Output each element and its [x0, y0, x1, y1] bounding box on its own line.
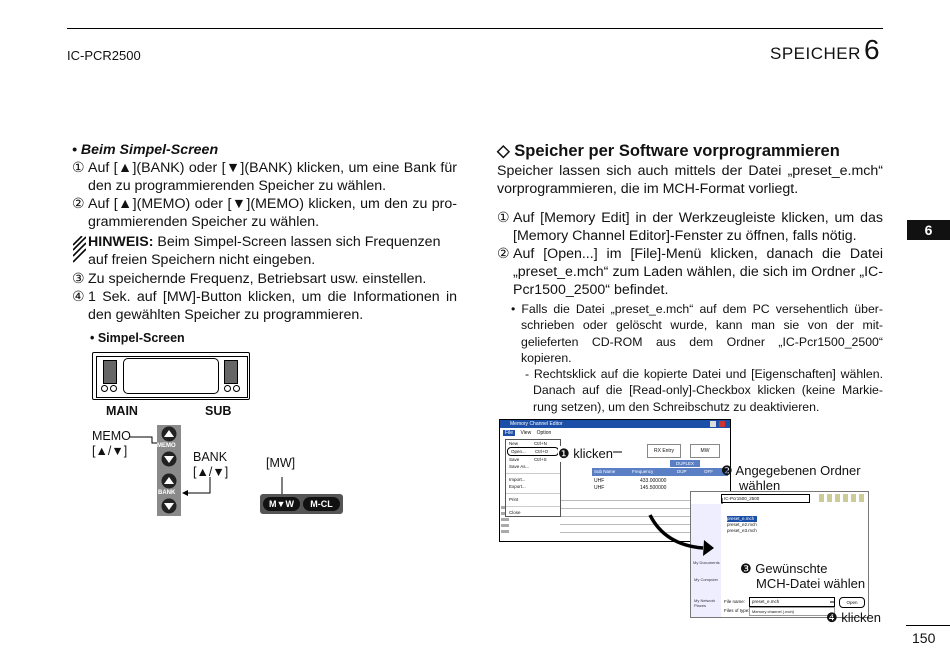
- display-window: [123, 358, 219, 394]
- open-button[interactable]: Open: [839, 597, 865, 608]
- menu-option[interactable]: Option: [536, 430, 552, 436]
- file-name-label: File name:: [724, 599, 746, 604]
- place-my-computer[interactable]: My Computer: [694, 577, 719, 582]
- sub-label: SUB: [205, 404, 232, 418]
- step-2: ② Auf [▲](MEMO) oder [▼](MEMO) klicken, um den zu pro-grammierenden Speicher zu wählen.: [72, 196, 457, 230]
- note-label: HINWEIS:: [88, 234, 154, 250]
- note-hatch-icon: [73, 236, 86, 266]
- menu-item-import[interactable]: Import...: [509, 477, 526, 482]
- note-text: Beim Simpel-Screen lassen sich Frequenzen auf freien Speichern nicht eingeben.: [88, 234, 441, 268]
- header-rule: [67, 28, 883, 29]
- menu-item-print[interactable]: Print: [509, 497, 519, 502]
- menu-item-open[interactable]: Open... Ctrl+O: [507, 447, 559, 456]
- chapter-number: 6: [864, 34, 880, 65]
- menu-item-save-as[interactable]: Save As...: [509, 464, 530, 469]
- window-title: Memory Channel Editor: [500, 420, 730, 428]
- file-item[interactable]: preset_e3.mch: [727, 528, 757, 533]
- menu-item-export[interactable]: Export...: [509, 484, 526, 489]
- simple-screen-panel: [92, 352, 250, 400]
- table-header: Sub Name Frequency DUP OFF: [592, 468, 728, 476]
- callout-1: ❶ klicken: [558, 446, 614, 461]
- right-step-2: ② Auf [Open...] im [File]-Menü klicken, danach die Datei „preset_e.mch“ zum Laden wählen, die sich im Ordner „IC-Pcr1500_2500“ befindet.: [497, 246, 883, 298]
- left-column: [72, 141, 457, 324]
- bank-label: BANK [▲/▼]: [193, 450, 229, 479]
- mw-button-strip: [260, 494, 343, 514]
- place-network[interactable]: My Network Places: [694, 598, 716, 608]
- right-column: [497, 141, 883, 415]
- bank-button-label: BANK: [158, 490, 176, 496]
- mw-label: [MW]: [266, 456, 296, 470]
- file-type-select[interactable]: Memory channel (.mch): [749, 607, 835, 616]
- file-item[interactable]: preset_e2.mch: [727, 522, 757, 527]
- step-4: ④ 1 Sek. auf [MW]-Button klicken, um die Informationen in den gewählten Speicher zu programmieren.: [72, 289, 457, 323]
- step-1: ① Auf [▲](BANK) oder [▼](BANK) klicken, um eine Bank für den zu programmierenden Speicher zu wählen.: [72, 160, 457, 194]
- memo-button-label: MEMO: [157, 443, 176, 449]
- menu-item-close[interactable]: Close: [509, 510, 521, 515]
- close-icon: [719, 421, 725, 427]
- table-row[interactable]: UHF 145.500000: [594, 485, 667, 491]
- simple-screen-heading: • Beim Simpel-Screen: [72, 142, 219, 158]
- menu-item-save[interactable]: Save Ctrl+S: [509, 457, 547, 462]
- menu-view[interactable]: View: [520, 430, 532, 436]
- sub-meter: [224, 360, 238, 384]
- callout-3: ❸ Gewünschte MCH-Datei wählen: [740, 561, 866, 591]
- callout-4: ❹ klicken: [826, 610, 882, 625]
- footer-rule: [906, 625, 950, 626]
- main-label: MAIN: [106, 404, 138, 418]
- memo-label: MEMO [▲/▼]: [92, 429, 131, 458]
- menu-file[interactable]: File: [505, 430, 514, 436]
- mw-toolbar-button[interactable]: MW: [690, 444, 720, 458]
- figure-caption: • Simpel-Screen: [90, 331, 185, 345]
- folder-select[interactable]: IC-Pcr1500_2500: [721, 494, 810, 503]
- file-item[interactable]: preset_e.mch: [727, 516, 757, 522]
- table-row[interactable]: UHF 433.000000: [594, 478, 667, 484]
- rx-entry-button[interactable]: RX Entry: [647, 444, 681, 458]
- note: [72, 233, 457, 269]
- intro-text: Speicher lassen sich auch mittels der Datei „preset_e.mch“ vorprogrammieren, die im MCH-Format vorliegt.: [497, 163, 883, 197]
- callout-2: ❷ Angegebenen Ordner wählen: [721, 463, 861, 493]
- sub-bullet-note: - Rechtsklick auf die kopierte Datei und [Eigenschaften] wählen. Danach auf die [Read-only]-Checkbox klicken (keine Markie-rung setzen), um den Schreibschutz zu deaktivieren.: [525, 367, 883, 414]
- place-my-documents[interactable]: My Documents: [693, 560, 720, 565]
- file-menu-dropdown: [505, 439, 561, 517]
- file-name-input[interactable]: preset_e.mch: [749, 597, 835, 607]
- duplex-group-header: DUPLEX: [670, 460, 700, 467]
- bullet-note: • Falls die Datei „preset_e.mch“ auf dem PC versehentlich über-schrieben oder gelöscht wurde, kann man sie von der mit-gelieferten CD-ROM aus dem Ordner „IC-Pcr1500_2500“ kopieren.: [511, 302, 883, 365]
- section-title: SPEICHER: [770, 44, 861, 63]
- model-name: IC-PCR2500: [67, 48, 141, 63]
- right-step-1: ① Auf [Memory Edit] in der Werkzeugleiste klicken, um das [Memory Channel Editor]-Fenster zu öffnen, falls nötig.: [497, 210, 883, 244]
- page-number: 150: [912, 630, 936, 646]
- mw-button[interactable]: M▼W: [263, 497, 300, 511]
- chapter-side-tab: 6: [907, 220, 950, 240]
- menu-item-new[interactable]: New Ctrl+N: [509, 441, 547, 446]
- main-meter: [103, 360, 117, 384]
- menu-bar: [503, 430, 551, 436]
- mcl-button[interactable]: M-CL: [303, 497, 340, 511]
- file-type-label: Files of type:: [724, 608, 750, 613]
- software-heading: ◇ Speicher per Software vorprogrammieren: [497, 142, 840, 160]
- step-3: ③ Zu speichernde Frequenz, Betriebsart usw. einstellen.: [72, 271, 427, 287]
